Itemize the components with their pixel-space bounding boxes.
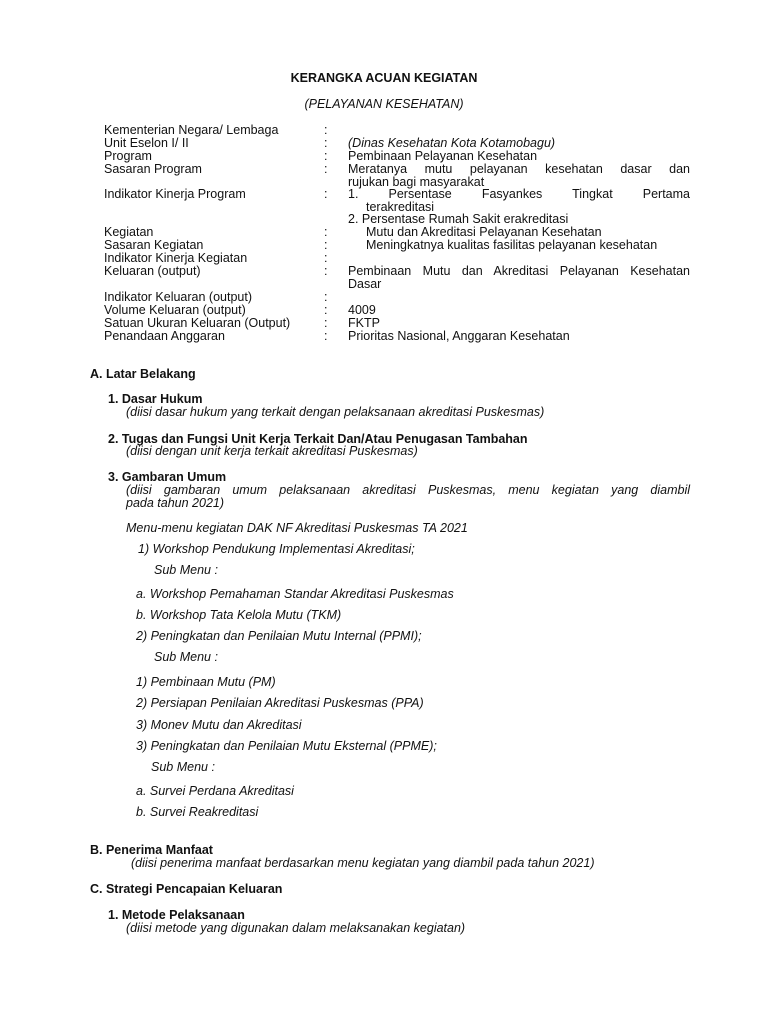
field-label: Indikator Kinerja Program [104, 187, 246, 201]
section-note: (diisi penerima manfaat berdasarkan menu kegiatan yang diambil pada tahun 2021) [131, 856, 595, 870]
colon: : [324, 303, 328, 317]
colon: : [324, 187, 328, 201]
field-label: Kegiatan [104, 225, 154, 239]
section-heading: A. Latar Belakang [90, 367, 196, 381]
colon: : [324, 329, 328, 343]
field-value: 2. Persentase Rumah Sakit erakreditasi [348, 212, 569, 226]
colon: : [324, 290, 328, 304]
menu-intro: Menu-menu kegiatan DAK NF Akreditasi Puskesmas TA 2021 [126, 521, 468, 535]
sub-menu-item: 1) Pembinaan Mutu (PM) [136, 675, 276, 689]
field-label: Indikator Keluaran (output) [104, 290, 253, 304]
sub-menu-label: Sub Menu : [154, 563, 218, 577]
item-title: 3. Gambaran Umum [108, 470, 227, 484]
document-subtitle: (PELAYANAN KESEHATAN) [304, 97, 464, 111]
field-value: 1. Persentase Fasyankes Tingkat Pertama [348, 187, 690, 201]
item-note: (diisi metode yang digunakan dalam melaksanakan kegiatan) [126, 921, 466, 935]
section-heading: C. Strategi Pencapaian Keluaran [90, 882, 283, 896]
field-label: Sasaran Program [104, 162, 202, 176]
colon: : [324, 251, 328, 265]
document-title: KERANGKA ACUAN KEGIATAN [290, 71, 478, 85]
field-value: Meratanya mutu pelayanan kesehatan dasar dan [348, 162, 690, 176]
field-value: Dasar [348, 277, 382, 291]
item-title: 2. Tugas dan Fungsi Unit Kerja Terkait Dan/Atau Penugasan Tambahan [108, 432, 528, 446]
sub-menu-item: b. Survei Reakreditasi [136, 805, 259, 819]
field-label: Satuan Ukuran Keluaran (Output) [104, 316, 291, 330]
section-heading: B. Penerima Manfaat [90, 843, 213, 857]
field-value: (Dinas Kesehatan Kota Kotamobagu) [348, 136, 556, 150]
field-label: Kementerian Negara/ Lembaga [104, 123, 279, 137]
field-value: Prioritas Nasional, Anggaran Kesehatan [348, 329, 570, 343]
field-label: Penandaan Anggaran [104, 329, 225, 343]
colon: : [324, 264, 328, 278]
field-label: Sasaran Kegiatan [104, 238, 204, 252]
menu-item: 2) Peningkatan dan Penilaian Mutu Internal (PPMI); [136, 629, 422, 643]
item-title: 1. Metode Pelaksanaan [108, 908, 245, 922]
menu-item: 3) Peningkatan dan Penilaian Mutu Eksternal (PPME); [136, 739, 437, 753]
sub-menu-item: a. Survei Perdana Akreditasi [136, 784, 294, 798]
sub-menu-item: 2) Persiapan Penilaian Akreditasi Puskesmas (PPA) [136, 696, 424, 710]
field-value: Mutu dan Akreditasi Pelayanan Kesehatan [366, 225, 602, 239]
field-value: Pembinaan Mutu dan Akreditasi Pelayanan Kesehatan [348, 264, 690, 278]
item-note: (diisi dasar hukum yang terkait dengan pelaksanaan akreditasi Puskesmas) [126, 405, 545, 419]
colon: : [324, 316, 328, 330]
colon: : [324, 149, 328, 163]
item-note: (diisi gambaran umum pelaksanaan akreditasi Puskesmas, menu kegiatan yang diambil [126, 483, 690, 497]
sub-menu-label: Sub Menu : [154, 650, 218, 664]
field-value: Meningkatnya kualitas fasilitas pelayanan kesehatan [366, 238, 658, 252]
field-value: rujukan bagi masyarakat [348, 175, 485, 189]
colon: : [324, 162, 328, 176]
field-value: FKTP [348, 316, 380, 330]
field-label: Program [104, 149, 152, 163]
field-label: Volume Keluaran (output) [104, 303, 246, 317]
field-value: 4009 [348, 303, 376, 317]
field-label: Unit Eselon I/ II [104, 136, 189, 150]
field-value: Pembinaan Pelayanan Kesehatan [348, 149, 538, 163]
colon: : [324, 136, 328, 150]
sub-menu-item: a. Workshop Pemahaman Standar Akreditasi Puskesmas [136, 587, 454, 601]
item-title: 1. Dasar Hukum [108, 392, 203, 406]
item-note: (diisi dengan unit kerja terkait akreditasi Puskesmas) [126, 444, 418, 458]
colon: : [324, 123, 328, 137]
item-note: pada tahun 2021) [126, 496, 225, 510]
sub-menu-label: Sub Menu : [151, 760, 215, 774]
colon: : [324, 225, 328, 239]
field-label: Indikator Kinerja Kegiatan [104, 251, 248, 265]
menu-item: 1) Workshop Pendukung Implementasi Akreditasi; [138, 542, 415, 556]
colon: : [324, 238, 328, 252]
field-label: Keluaran (output) [104, 264, 201, 278]
field-value: terakreditasi [366, 200, 435, 214]
sub-menu-item: b. Workshop Tata Kelola Mutu (TKM) [136, 608, 342, 622]
sub-menu-item: 3) Monev Mutu dan Akreditasi [136, 718, 302, 732]
